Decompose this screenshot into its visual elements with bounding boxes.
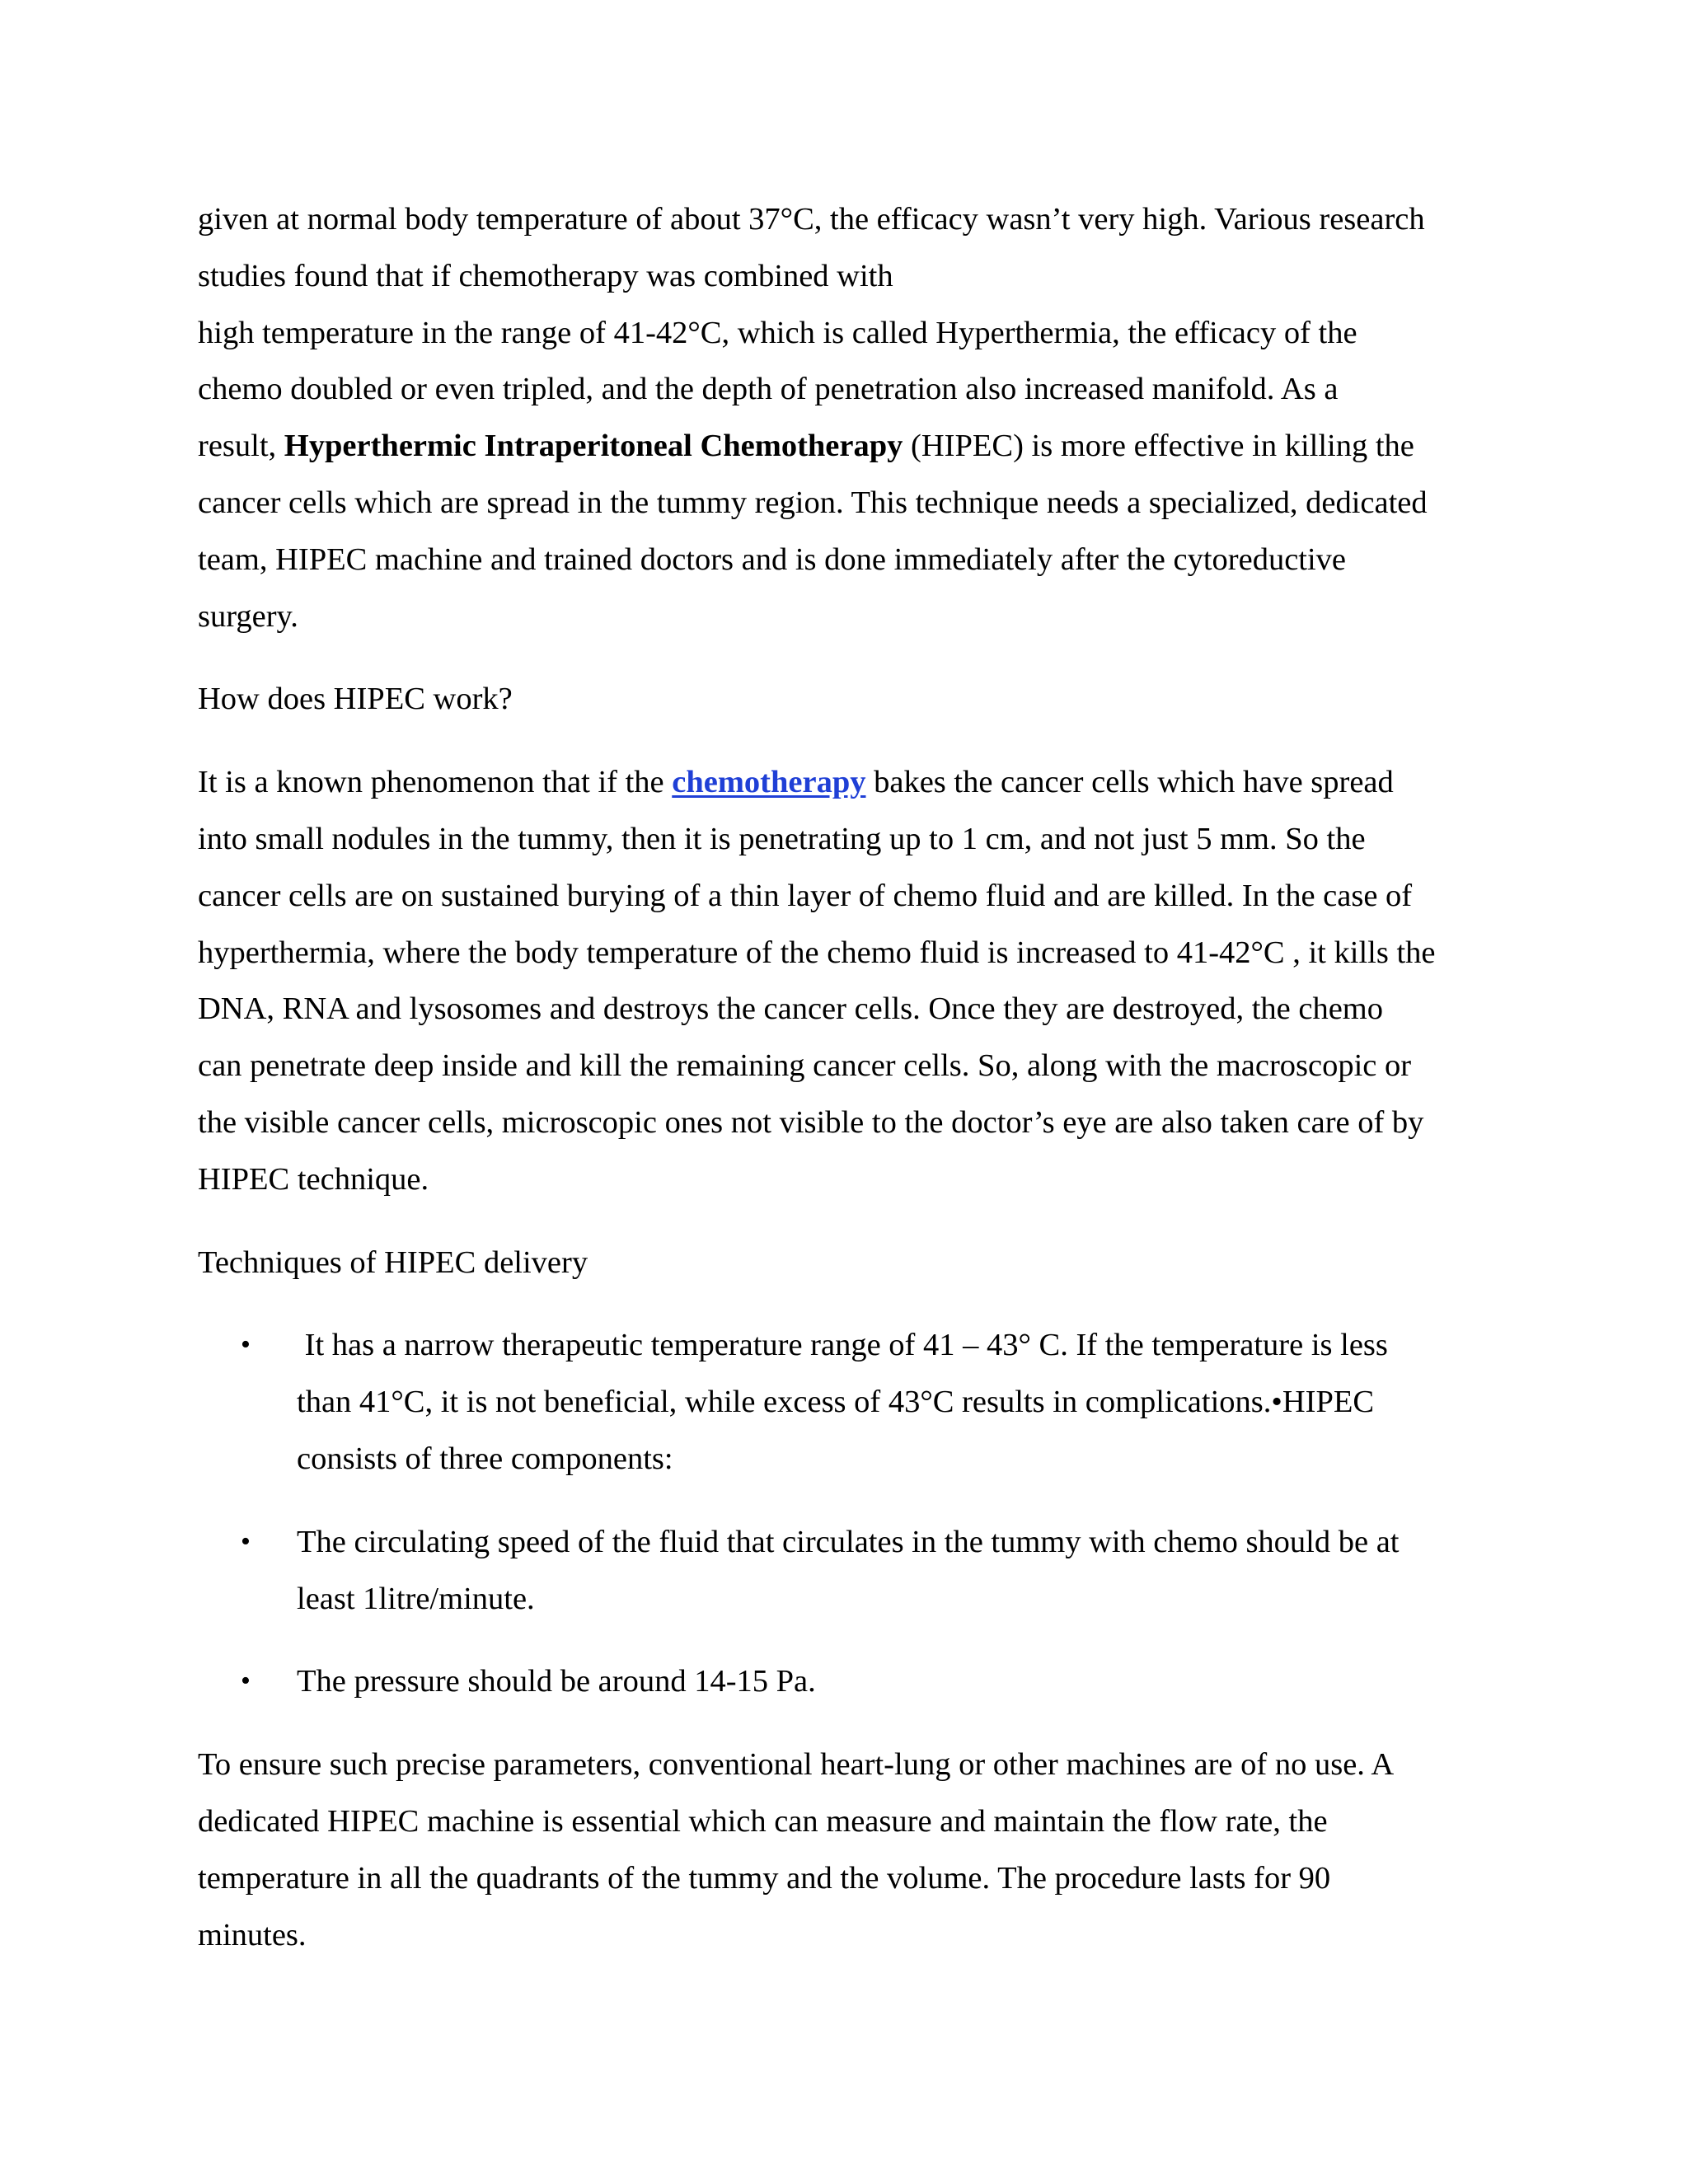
- list-item: [198, 1317, 1500, 1487]
- section1-line-3: cancer cells are on sustained burying of a thin layer of chemo fluid and are killed. In the case of: [198, 878, 1413, 913]
- bullet-icon: •: [241, 1329, 251, 1361]
- section1-line-5: DNA, RNA and lysosomes and destroys the cancer cells. Once they are destroyed, the chemo: [198, 991, 1383, 1027]
- intro-line-6: cancer cells which are spread in the tummy region. This technique needs a specialized, dedicated: [198, 485, 1428, 520]
- document-page: [198, 191, 1500, 1963]
- section1-line-7: the visible cancer cells, microscopic ones not visible to the doctor’s eye are also taken care of by: [198, 1104, 1424, 1140]
- bullet1-line-2: than 41°C, it is not beneficial, while excess of 43°C results in complications.•HIPEC: [297, 1385, 1375, 1420]
- closing-line-1: To ensure such precise parameters, conventional heart-lung or other machines are of no use. A: [198, 1747, 1395, 1783]
- section1-line-8: HIPEC technique.: [198, 1161, 429, 1197]
- result-prefix: result,: [198, 429, 284, 464]
- closing-paragraph: [198, 1736, 1500, 1963]
- intro-line-result: [198, 418, 1500, 475]
- intro-line-1: given at normal body temperature of about 37°C, the efficacy wasn’t very high. Various research: [198, 202, 1425, 237]
- bullet1-line-1: It has a narrow therapeutic temperature range of 41 – 43° C. If the temperature is less: [297, 1328, 1388, 1363]
- bullet3-line-1: The pressure should be around 14-15 Pa.: [297, 1664, 816, 1699]
- closing-line-4: minutes.: [198, 1917, 307, 1952]
- bullet1-line-3: consists of three components:: [297, 1441, 673, 1476]
- section1-line1-suffix: bakes the cancer cells which have spread: [865, 765, 1394, 800]
- closing-line-2: dedicated HIPEC machine is essential which can measure and maintain the flow rate, the: [198, 1803, 1328, 1839]
- section1-line1-prefix: It is a known phenomenon that if the: [198, 765, 673, 800]
- intro-line-3: high temperature in the range of 41-42°C, which is called Hyperthermia, the efficacy of the: [198, 315, 1357, 350]
- result-suffix: (HIPEC) is more effective in killing the: [903, 429, 1414, 464]
- list-item: [198, 1653, 1500, 1710]
- list-item: [198, 1514, 1500, 1628]
- section1-line-4: hyperthermia, where the body temperature of the chemo fluid is increased to 41-42°C , it kills the: [198, 935, 1436, 970]
- section1-heading-text: How does HIPEC work?: [198, 682, 513, 717]
- chemotherapy-link[interactable]: chemotherapy: [672, 765, 866, 800]
- bullet2-line-1: The circulating speed of the fluid that circulates in the tummy with chemo should be at: [297, 1524, 1400, 1559]
- section1-line-2: into small nodules in the tummy, then it is penetrating up to 1 cm, and not just 5 mm. So the: [198, 821, 1366, 856]
- hipec-delivery-list: [198, 1317, 1500, 1710]
- intro-line-8: surgery.: [198, 598, 298, 634]
- section1-line-1: [198, 754, 1500, 811]
- section2-heading-text: Techniques of HIPEC delivery: [198, 1244, 588, 1280]
- intro-paragraph: [198, 191, 1500, 644]
- intro-line-7: team, HIPEC machine and trained doctors and is done immediately after the cytoreductive: [198, 541, 1347, 577]
- section1-line-6: can penetrate deep inside and kill the remaining cancer cells. So, along with the macroscopic or: [198, 1048, 1412, 1084]
- hipec-full-name: Hyperthermic Intraperitoneal Chemotherapy: [284, 429, 903, 464]
- bullet-icon: •: [241, 1666, 251, 1697]
- section-heading-hipec-delivery: [198, 1235, 1500, 1291]
- how-hipec-works-paragraph: [198, 754, 1500, 1207]
- intro-line-2: studies found that if chemotherapy was combined with: [198, 258, 893, 293]
- closing-line-3: temperature in all the quadrants of the tummy and the volume. The procedure lasts for 90: [198, 1860, 1331, 1896]
- bullet2-line-2: least 1litre/minute.: [297, 1581, 535, 1616]
- section-heading-how-hipec-works: [198, 671, 1500, 728]
- bullet-icon: •: [241, 1526, 251, 1557]
- intro-line-4: chemo doubled or even tripled, and the depth of penetration also increased manifold. As a: [198, 372, 1339, 407]
